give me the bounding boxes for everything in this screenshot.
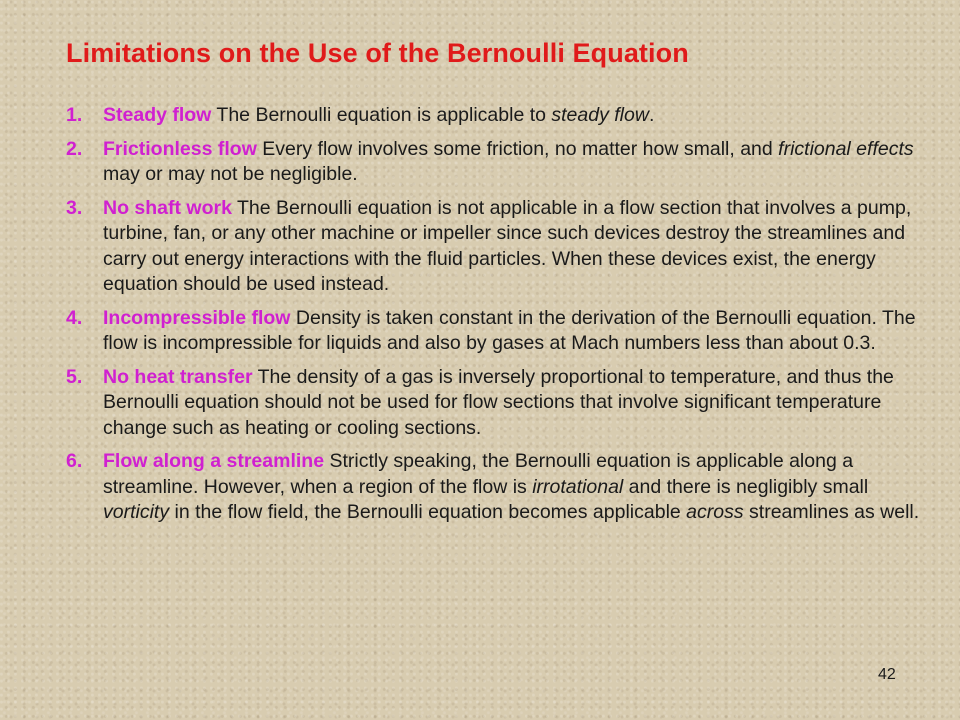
list-item xyxy=(66,449,926,526)
item-text: may or may not be negligible. xyxy=(103,163,358,185)
item-text: Every flow involves some friction, no matter how small, and xyxy=(256,137,779,160)
item-text: The density of a gas is inversely proportional to temperature, and thus the Bernoulli equation should not be used for flow sections that involve significant temperature change such as heating or cooling sections. xyxy=(103,365,894,439)
item-emphasis: steady flow xyxy=(551,104,649,126)
item-term: Steady flow xyxy=(103,104,212,126)
list-item xyxy=(66,306,926,357)
item-number: 3. xyxy=(66,196,83,219)
item-text: in the flow field, the Bernoulli equation becomes applicable xyxy=(169,501,687,523)
list-item xyxy=(66,137,926,188)
item-text: The Bernoulli equation is applicable to xyxy=(211,104,552,126)
item-text: The Bernoulli equation is not applicable in a flow section that involves a pump, turbine, fan, or any other machine or impeller since such devices destroy the streamlines and carry out energy interactions with the fluid particles. When these devices exist, the energy equation should be used instead. xyxy=(103,196,912,295)
slide-title: Limitations on the Use of the Bernoulli Equation xyxy=(66,38,689,68)
list-item xyxy=(66,365,926,442)
item-number: 6. xyxy=(66,450,83,472)
page-number: 42 xyxy=(878,666,896,683)
limitations-list xyxy=(66,103,926,534)
item-number: 1. xyxy=(66,104,83,126)
item-text: Strictly speaking, the Bernoulli equation is applicable along a streamline. However, when a region of the flow is xyxy=(103,450,854,498)
item-number: 4. xyxy=(66,306,83,329)
list-item xyxy=(66,103,926,129)
item-emphasis: across xyxy=(686,501,744,523)
item-text: . xyxy=(648,104,655,126)
item-text: streamlines as well. xyxy=(743,501,920,523)
item-emphasis: vorticity xyxy=(103,501,170,523)
item-term: No shaft work xyxy=(103,196,232,219)
item-text: Density is taken constant in the derivation of the Bernoulli equation. The flow is incompressible for liquids and also by gases at Mach numbers less than about 0.3. xyxy=(103,306,916,354)
item-number: 2. xyxy=(66,137,83,160)
item-number: 5. xyxy=(66,365,83,388)
item-text: and there is negligibly small xyxy=(623,475,869,498)
item-term: Flow along a streamline xyxy=(103,450,325,472)
item-emphasis: frictional effects xyxy=(778,137,914,160)
item-term: Frictionless flow xyxy=(103,137,257,160)
item-emphasis: irrotational xyxy=(532,475,624,498)
list-item xyxy=(66,196,926,298)
item-term: Incompressible flow xyxy=(103,306,291,329)
item-term: No heat transfer xyxy=(103,365,253,388)
